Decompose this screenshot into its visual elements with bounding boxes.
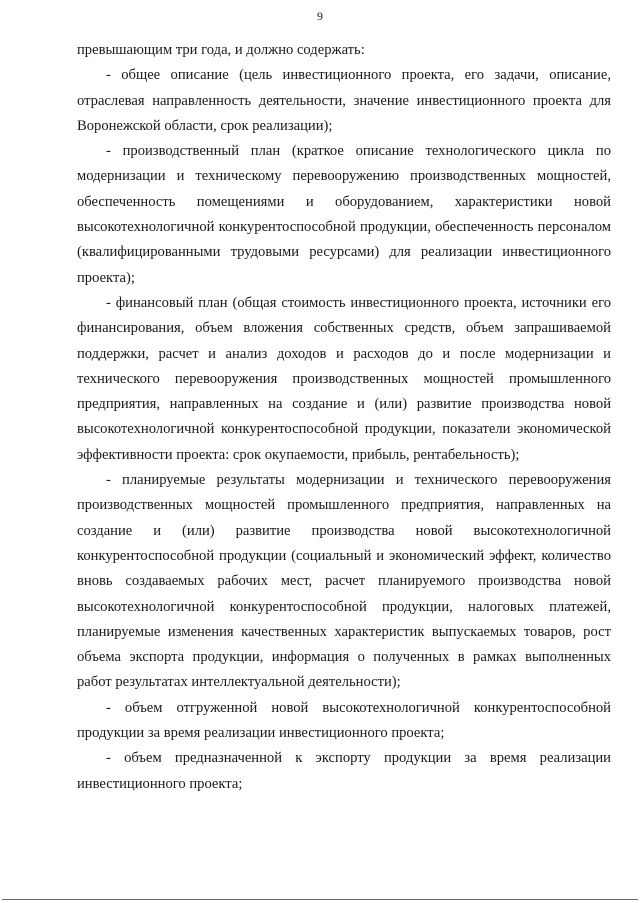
list-item-shipped-volume: - объем отгруженной новой высокотехнологичной конкурентоспособной продукции за время реализации инвестиционного проекта; [77,699,611,742]
list-item-production-plan: - производственный план (краткое описание технологического цикла по модернизации и техническому перевооружению производственных мощностей, обеспеченность помещениями и оборудованием, характеристики новой высокотехнологичной конкурентоспособной продукции, обеспеченность персоналом (квалифицированными трудовыми ресурсами) для реализации инвестиционного проекта); [77,143,611,286]
list-item-planned-results: - планируемые результаты модернизации и технического перевооружения производственных мощностей промышленного предприятия, направленных на создание и (или) развитие производства новой высокотехнологичной конкурентоспособной продукции (социальный и экономический эффект, количество вновь создаваемых рабочих мест, расчет планируемого производства новой высокотехнологичной конкурентоспособной продукции, налоговых платежей, планируемые изменения качественных характеристик выпускаемых товаров, рост объема экспорта продукции, информация о полученных в рамках выполненных работ результатах интеллектуальной деятельности); [77,472,611,691]
page-number: 9 [317,9,323,23]
page-bottom-edge [2,899,638,900]
list-item-export-volume: - объем предназначенной к экспорту продукции за время реализации инвестиционного проекта; [77,750,611,792]
list-item-general-description: - общее описание (цель инвестиционного проекта, его задачи, описание, отраслевая направленность деятельности, значение инвестиционного проекта для Воронежской области, срок реализации); [77,67,611,134]
list-item-financial-plan: - финансовый план (общая стоимость инвестиционного проекта, источники его финансирования, объем вложения собственных средств, объем запрашиваемой поддержки, расчет и анализ доходов и расходов до и после модернизации и технического перевооружения производственных мощностей промышленного предприятия, направленных на создание и (или) развитие производства новой высокотехнологичной конкурентоспособной продукции, показатели экономической эффективности проекта: срок окупаемости, прибыль, рентабельность); [77,294,611,463]
document-body [77,38,611,797]
paragraph-continuation: превышающим три года, и должно содержать: [77,42,365,58]
